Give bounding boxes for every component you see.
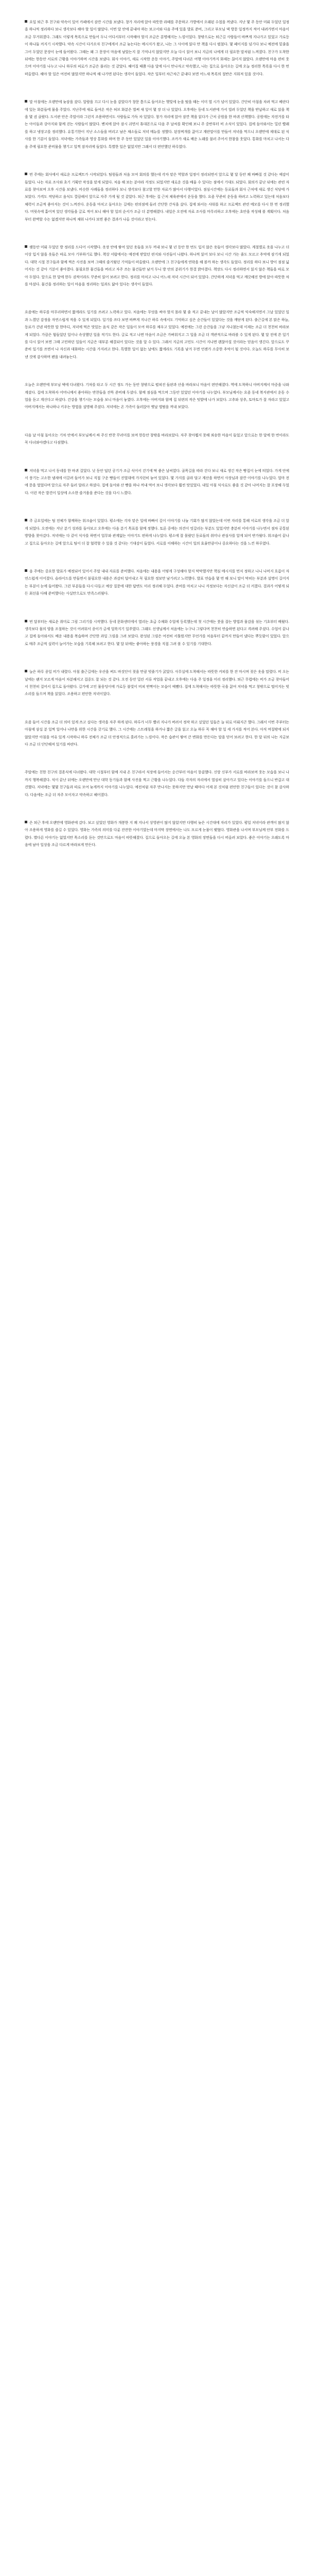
- paragraph: [25, 668, 289, 698]
- text-block: [25, 19, 289, 78]
- bullet-icon: [25, 620, 27, 622]
- text-block: [25, 668, 289, 698]
- text-block: [25, 432, 289, 447]
- paragraph-text: 주말에는 친한 친구의 결혼식에 다녀왔다. 대학 시절부터 함께 지내 온 친구라서 식장에 들어서는 순간부터 마음이 뭉클했다. 신랑 신부가 서로를 바라보며 웃는 모습을 보니 나까지 행복해졌다. 식이 끝난 뒤에는 오랜만에 만난 대학 동기들과 함께 사진을 찍고 근황을 나누었다. 다들 각자의 자리에서 열심히 살아가고 있다는 이야기를 들으니 반갑고 대견했다. 저녁에는 몇몇 친구들과 따로 모여 늦게까지 이야기를 나누었다. 예전처럼 자주 만나지는 못하지만 만날 때마다 어제 본 것처럼 편안한 친구들이 있다는 것이 참 감사하다. 다음에는 조금 더 자주 모이자고 약속하고 헤어졌다.: [25, 770, 289, 797]
- paragraph-text: 은 퇴근 후에 오랜만에 영화관에 갔다. 보고 싶었던 영화가 개봉한 지 꽤 지나서 상영관이 많지 않았지만 다행히 늦은 시간대에 자리가 있었다. 평일 저녁이라 관객이 많지 않아 조용하게 영화를 즐길 수 있었다. 영화는 가족의 의미를 다룬 잔잔한 이야기였는데 마지막 장면에서는 나도 모르게 눈물이 맺혔다. 영화관을 나서며 부모님께 안부 전화를 드렸다. 별다른 이야기는 없었지만 목소리를 듣는 것만으로도 마음이 따뜻해졌다. 집으로 돌아오는 길에 오늘 본 영화의 장면들을 다시 떠올려 보았다. 좋은 이야기는 오래도록 마음에 남아 일상을 조금 다르게 바라보게 만든다.: [25, 821, 289, 848]
- paragraph: [25, 568, 289, 598]
- paragraph-text: 랫동안 미뤄 두었던 방 정리를 드디어 시작했다. 옷장 안에 쌓여 있던 옷들을 모두 꺼내 보니 몇 년 동안 한 번도 입지 않은 옷들이 생각보다 많았다. 계절별로 옷을 나누고 더 이상 입지 않을 옷들은 따로 모아 기부하기로 했다. 책상 서랍에서는 예전에 받았던 편지와 사진들이 나왔다. 하나씩 읽어 보다 보니 시간 가는 줄도 모르고 추억에 잠기게 되었다. 대학 시절 친구들과 함께 찍은 사진을 보며 그때의 즐거웠던 기억들이 떠올랐다. 오랜만에 그 친구들에게 연락을 해 볼까 하는 생각도 들었다. 정리를 하다 보니 방이 점점 넓어지는 것 같아 기분이 좋아졌다. 불필요한 물건들을 버리고 자주 쓰는 물건들만 남겨 두니 방 안의 분위기가 한결 밝아졌다. 책장도 다시 정리하면서 읽지 않은 책들을 따로 모아 두었다. 앞으로 한 달에 한두 권씩이라도 꾸준히 읽어 보려고 한다. 정리를 마치고 나니 어느새 저녁 시간이 되어 있었다. 간단하게 저녁을 먹고 깨끗해진 방에 앉아 따뜻한 차를 마셨다. 물건을 정리하는 일이 마음을 정리하는 일과도 닮아 있다는 생각이 들었다.: [25, 245, 289, 286]
- text-block: [25, 568, 289, 598]
- paragraph: [25, 171, 289, 223]
- text-block: [25, 171, 289, 223]
- paragraph-text: 요즘 들어 시간을 조금 더 의미 있게 쓰고 싶다는 생각을 자주 하게 된다. 하루가 너무 빨리 지나가 버려서 정작 하고 싶었던 일들은 늘 뒤로 미뤄지곤 했다. 그래서 이번 주부터는 아침에 삼십 분 일찍 일어나 나만을 위한 시간을 갖기로 했다. 그 시간에는 스트레칭을 하거나 짧은 글을 읽고 오늘 하루 꼭 해야 할 일 세 가지를 적어 본다. 아직 며칠밖에 되지 않았지만 아침을 여유 있게 시작하니 하루 전체가 조금 더 안정적으로 흘러가는 느낌이다. 작은 습관이 쌓여 큰 변화를 만든다는 말을 믿어 보려고 한다. 한 달 뒤의 나는 지금보다 조금 더 단단해져 있기를 바란다.: [25, 720, 289, 747]
- text-block: [25, 381, 289, 411]
- text-block: [25, 309, 289, 361]
- text-block: [25, 98, 289, 150]
- bullet-icon: [25, 569, 27, 572]
- bullet-icon: [25, 20, 27, 23]
- paragraph: [25, 381, 289, 411]
- paragraph: [25, 244, 289, 288]
- text-block: [25, 244, 289, 288]
- paragraph: [25, 618, 289, 648]
- paragraph-text: 말 아침에는 오랜만에 늦잠을 잤다. 알람을 끄고 다시 눈을 감았다가 창문 틈으로 들어오는 햇빛에 눈을 떴을 때는 이미 열 시가 넘어 있었다. 간단히 아침을 차려 먹고 베란다에 있는 화분들에 물을 주었다. 지난주에 새로 들여온 작은 허브 화분은 벌써 새 잎이 몇 장 더 나 있었다. 오후에는 동네 도서관에 가서 빌려 두었던 책을 반납하고 새로 읽을 책을 몇 권 골랐다. 도서관 안은 주말이라 그런지 조용하면서도 사람들로 가득 차 있었다. 창가 자리에 앉아 잠깐 책을 읽다가 근처 공원을 한 바퀴 산책했다. 공원에는 자전거를 타는 아이들과 강아지와 함께 걷는 사람들이 많았다. 벤치에 앉아 잠시 쉬면서 휴대폰으로 다음 주 날씨를 확인해 보니 주 중반부터 비 소식이 있었다. 집에 돌아와서는 밀린 빨래를 하고 냉장고를 정리했다. 유통기한이 지난 소스들을 버리고 남은 채소들로 저녁 메뉴를 정했다. 된장찌개를 끓이고 계란말이를 만들어 저녁을 먹으니 오랜만에 제대로 된 식사를 한 기분이 들었다. 저녁에는 가족들과 영상 통화를 하며 한 주 동안 있었던 일을 이야기했다. 조카가 새로 배운 노래를 불러 주어서 한참을 웃었다. 통화를 마치고 나서는 다음 주에 필요한 준비물을 챙기고 일찍 잠자리에 들었다. 특별한 일은 없었지만 그래서 더 편안했던 하루였다.: [25, 100, 289, 149]
- text-block: [25, 618, 289, 648]
- bullet-icon: [25, 519, 27, 521]
- paragraph: [25, 517, 289, 547]
- text-block: [25, 719, 289, 749]
- paragraph: [25, 19, 289, 78]
- paragraph-text: 늘은 하루 종일 비가 내렸다. 아침 출근길에는 우산을 써도 바짓단이 젖을 만큼 빗줄기가 굵었다. 사무실에 도착해서는 따뜻한 커피를 한 잔 마시며 젖은 옷을 말렸다. 비 오는 날에는 왠지 모르게 마음이 차분해지고 집중도 잘 되는 것 같다. 오전 동안 밀린 서류 작업을 끝내고 오후에는 다음 주 일정을 미리 정리했다. 퇴근 무렵에는 비가 조금 잦아들어서 천천히 걸어서 집으로 돌아왔다. 길가에 고인 물웅덩이에 가로등 불빛이 비쳐 반짝이는 모습이 예뻤다. 집에 도착해서는 따뜻한 국을 끓여 저녁을 먹고 창밖으로 떨어지는 빗소리를 들으며 책을 읽었다. 조용하고 편안한 저녁이었다.: [25, 670, 289, 697]
- document-body: [25, 19, 289, 849]
- paragraph-text: 음 주에는 중요한 발표가 예정되어 있어서 주말 내내 자료를 준비했다. 처음에는 내용을 어떻게 구성해야 할지 막막했지만 핵심 메시지를 먼저 정하고 나니 나머지 흐름이 자연스럽게 이어졌다. 슬라이드를 만들면서 불필요한 내용은 과감히 덜어내고 꼭 필요한 정보만 남기려고 노력했다. 발표 연습을 몇 번 해 보니 말이 막히는 부분과 설명이 길어지는 부분이 눈에 들어왔다. 그런 부분들을 다시 다듬고 예상 질문에 대한 답변도 미리 정리해 두었다. 준비를 마치고 나니 걱정보다는 자신감이 조금 더 커졌다. 결과가 어떻게 되든 최선을 다해 준비했다는 사실만으로도 만족스러웠다.: [25, 569, 289, 596]
- bullet-icon: [25, 670, 27, 672]
- paragraph: [25, 819, 289, 849]
- paragraph-text: 주 금요일에는 팀 전체가 함께하는 워크숍이 있었다. 평소에는 각자 맡은 일에 바빠서 깊이 이야기를 나눌 기회가 많지 않았는데 이번 자리를 통해 서로의 생각을 조금 더 알게 되었다. 오전에는 지난 분기 성과를 돌아보고 오후에는 다음 분기 목표를 함께 정했다. 토론 중에는 의견이 엇갈리는 부분도 있었지만 충분히 이야기를 나누면서 점차 공통된 방향을 찾아갔다. 저녁에는 다 같이 식사를 하면서 업무와 관계없는 이야기도 편하게 나누었다. 평소에 잘 몰랐던 동료들의 취미나 관심사를 알게 되어 반가웠다. 워크숍이 끝나고 집으로 돌아오는 길에 앞으로 팀이 더 잘 협력할 수 있을 것 같다는 기대감이 들었다. 서로를 이해하는 시간이 일의 효율만큼이나 중요하다는 것을 느낀 하루였다.: [25, 519, 289, 546]
- paragraph-text: 요즘에는 하루를 마무리하면서 짧게라도 일기를 쓰려고 노력하고 있다. 처음에는 무엇을 써야 할지 몰라 몇 줄 적고 끝내는 날이 많았지만 조금씩 익숙해지면서 그날 있었던 일과 느꼈던 감정을 자연스럽게 적을 수 있게 되었다. 일기를 쓰다 보면 바쁘게 지나간 하루 속에서도 기억하고 싶은 순간들이 있었다는 것을 깨닫게 된다. 출근길에 본 맑은 하늘, 동료가 건넨 따뜻한 말 한마디, 저녁에 먹은 맛있는 음식 같은 작은 일들이 모여 하루를 채우고 있었다. 예전에는 그런 순간들을 그냥 지나쳤는데 이제는 조금 더 천천히 바라보게 되었다. 가끔은 힘들었던 일이나 속상했던 일을 적기도 한다. 글로 적고 나면 마음이 조금은 가벼워지고 그 일을 조금 더 객관적으로 바라볼 수 있게 된다. 몇 달 전에 쓴 일기를 다시 읽어 보면 그때 고민하던 일들이 지금은 대부분 해결되어 있다는 것을 알 수 있다. 그래서 지금의 고민도 시간이 지나면 괜찮아질 것이라는 믿음이 생긴다. 앞으로도 꾸준히 일기를 쓰면서 나 자신과 대화하는 시간을 가지려고 한다. 특별한 일이 없는 날에도 짧게라도 기록을 남겨 두면 언젠가 소중한 추억이 될 것이다. 오늘도 하루를 무사히 보낸 것에 감사하며 펜을 내려놓는다.: [25, 310, 289, 359]
- paragraph: [25, 769, 289, 799]
- paragraph: [25, 719, 289, 749]
- text-block: [25, 467, 289, 497]
- text-block: [25, 819, 289, 849]
- paragraph-text: 저녁을 먹고 나서 동네를 한 바퀴 걸었다. 낮 동안 덥던 공기가 조금 식어서 걷기에 딱 좋은 날씨였다. 골목길을 따라 걷다 보니 새로 생긴 작은 빵집이 눈에 띄었다. 가게 안에서 풍기는 고소한 냄새에 이끌려 들어가 보니 직접 구운 빵들이 진열대에 가지런히 놓여 있었다. 몇 가지를 골라 담고 계산을 하면서 사장님과 잠깐 이야기를 나누었다. 얼마 전에 문을 열었다며 앞으로 자주 들러 달라고 하셨다. 집에 돌아와 산 빵을 하나 꺼내 먹어 보니 생각보다 훨씬 맛있었다. 내일 아침 식사로도 좋을 것 같아 나머지는 잘 포장해 두었다. 이런 작은 발견이 일상에 소소한 즐거움을 준다는 것을 다시 느꼈다.: [25, 468, 289, 495]
- bullet-icon: [25, 469, 27, 471]
- paragraph-text: 다음 날 아침 돌아오는 기차 안에서 부모님께서 싸 주신 반찬 꾸러미를 보며 한동안 창밖을 바라보았다. 자주 찾아뵙지 못해 죄송한 마음이 들었고 앞으로는 한 달에 한 번이라도 꼭 다녀와야겠다고 다짐했다.: [25, 433, 289, 445]
- paragraph: [25, 98, 289, 150]
- paragraph-text: 번 주에는 회사에서 새로운 프로젝트가 시작되었다. 팀원들과 처음 모여 회의를 했는데 각자 맡은 역할과 일정이 정리되면서 앞으로 몇 달 동안 꽤 바빠질 것 같다는 예감이 들었다. 나는 자료 조사와 초기 기획안 작성을 맡게 되었다. 처음 해 보는 분야라 걱정도 되었지만 새로운 것을 배울 수 있다는 점에서 기대도 되었다. 회의가 끝난 뒤에는 관련 자료를 찾아보며 오후 시간을 보냈다. 비슷한 사례들을 정리하다 보니 생각보다 참고할 만한 자료가 많아서 다행이었다. 점심시간에는 동료들과 회사 근처에 새로 생긴 식당에 가 보았다. 가격도 적당하고 음식도 깔끔해서 앞으로 자주 가게 될 것 같았다. 퇴근 후에는 집 근처 체육관에서 운동을 했다. 요즘 꾸준히 운동을 하려고 노력하고 있는데 처음보다 체력이 조금씩 좋아지는 것이 느껴진다. 운동을 마치고 돌아오는 길에는 편의점에 들러 간단한 간식을 샀다. 집에 와서는 샤워를 하고 프로젝트 관련 메모를 다시 한 번 정리했다. 머릿속에 흩어져 있던 생각들을 글로 적어 보니 해야 할 일의 순서가 조금 더 분명해졌다. 내일은 오전에 자료 조사를 마무리하고 오후에는 초안을 작성해 볼 계획이다. 처음부터 완벽할 수는 없겠지만 하나씩 채워 나가다 보면 좋은 결과가 나올 것이라고 믿는다.: [25, 173, 289, 222]
- paragraph-text: 오늘은 오랜만에 부모님 댁에 다녀왔다. 기차를 타고 두 시간 정도 가는 동안 창밖으로 펼쳐진 들판과 산을 바라보니 마음이 편안해졌다. 역에 도착하니 아버지께서 마중을 나와 계셨다. 집에 도착하자 어머니께서 좋아하는 반찬들을 잔뜩 준비해 두셨다. 함께 점심을 먹으며 그동안 있었던 이야기를 나누었다. 부모님께서는 요즘 동네 복지관에서 운동 수업을 듣고 계신다고 하셨다. 건강을 챙기시는 모습을 보니 마음이 놓였다. 오후에는 아버지와 함께 집 뒤편의 작은 텃밭에 나가 보았다. 고추와 상추, 토마토가 잘 자라고 있었고 아버지께서는 하나하나 키우는 방법을 설명해 주셨다. 저녁에는 온 가족이 둘러앉아 옛날 앨범을 꺼내 보았다.: [25, 383, 289, 410]
- text-block: [25, 769, 289, 799]
- paragraph: [25, 309, 289, 361]
- bullet-icon: [25, 173, 27, 175]
- bullet-icon: [25, 821, 27, 823]
- paragraph-text: 요일 퇴근 후 친구와 약속이 있어 카페에서 잠깐 시간을 보냈다. 창가 자리에 앉아 따뜻한 라떼를 주문하고 가방에서 오래된 수첩을 꺼냈다. 지난 몇 주 동안 미뤄 두었던 일정을 하나씩 정리하다 보니 생각보다 해야 할 일이 많았다. 이번 달 안에 끝내야 하는 보고서와 다음 주에 있을 발표 준비, 그리고 부모님 댁 방문 일정까지 적어 내려가면서 마음이 조금 무거워졌다. 그래도 이렇게 목록으로 만들어 두니 어디서부터 시작해야 할지 조금은 분명해지는 느낌이었다. 창밖으로는 퇴근길 사람들이 바쁘게 지나가고 있었고 가로등이 하나둘 켜지기 시작했다. 약속 시간이 다가오자 친구에게서 조금 늦는다는 메시지가 왔고, 나는 그 사이에 읽다 만 책을 다시 펼쳤다. 몇 페이지를 넘기다 보니 예전에 밑줄을 그어 두었던 문장이 눈에 들어왔다. 그때는 왜 그 문장이 마음에 남았는지 잘 기억나지 않았지만 오늘 다시 읽어 보니 지금의 나에게 더 필요한 말처럼 느껴졌다. 친구가 도착한 뒤에는 한동안 서로의 근황을 이야기하며 시간을 보냈다. 회사 이야기, 새로 시작한 운동 이야기, 주말에 다녀온 여행 이야기까지 화제는 끊이지 않았다. 오랜만에 마음 편히 웃으며 이야기를 나누고 나니 하루의 피로가 조금은 풀리는 것 같았다. 헤어질 때쯤 다음 달에 다시 만나자고 약속했고, 나는 집으로 돌아오는 길에 오늘 정리한 목록을 다시 한 번 떠올렸다. 해야 할 일은 여전히 많았지만 하나씩 해 나가면 된다는 생각이 들었다. 작은 일부터 차근차근 끝내다 보면 어느새 목록의 절반은 지워져 있을 것이다.: [25, 20, 289, 76]
- paragraph-text: 번 달부터는 새로운 취미로 그림 그리기를 시작했다. 동네 문화센터에서 열리는 초급 수채화 수업에 등록했는데 첫 시간에는 붓을 잡는 방법과 물감을 섞는 기초부터 배웠다. 생각보다 물의 양을 조절하는 것이 어려워서 종이가 금세 얼룩지기 일쑤였다. 그래도 선생님께서 처음에는 누구나 그렇다며 천천히 연습하면 된다고 격려해 주셨다. 수업이 끝나고 집에 돌아와서도 배운 내용을 복습하며 간단한 과일 그림을 그려 보았다. 완성된 그림은 여전히 서툴렀지만 무언가를 처음부터 끝까지 만들어 냈다는 뿌듯함이 있었다. 앞으로 매주 조금씩 실력이 늘어가는 모습을 기록해 보려고 한다. 몇 달 뒤에는 좋아하는 풍경을 직접 그려 볼 수 있기를 기대한다.: [25, 619, 289, 646]
- text-block: [25, 517, 289, 547]
- paragraph: [25, 432, 289, 447]
- paragraph: [25, 467, 289, 497]
- bullet-icon: [25, 100, 27, 103]
- bullet-icon: [25, 245, 27, 248]
